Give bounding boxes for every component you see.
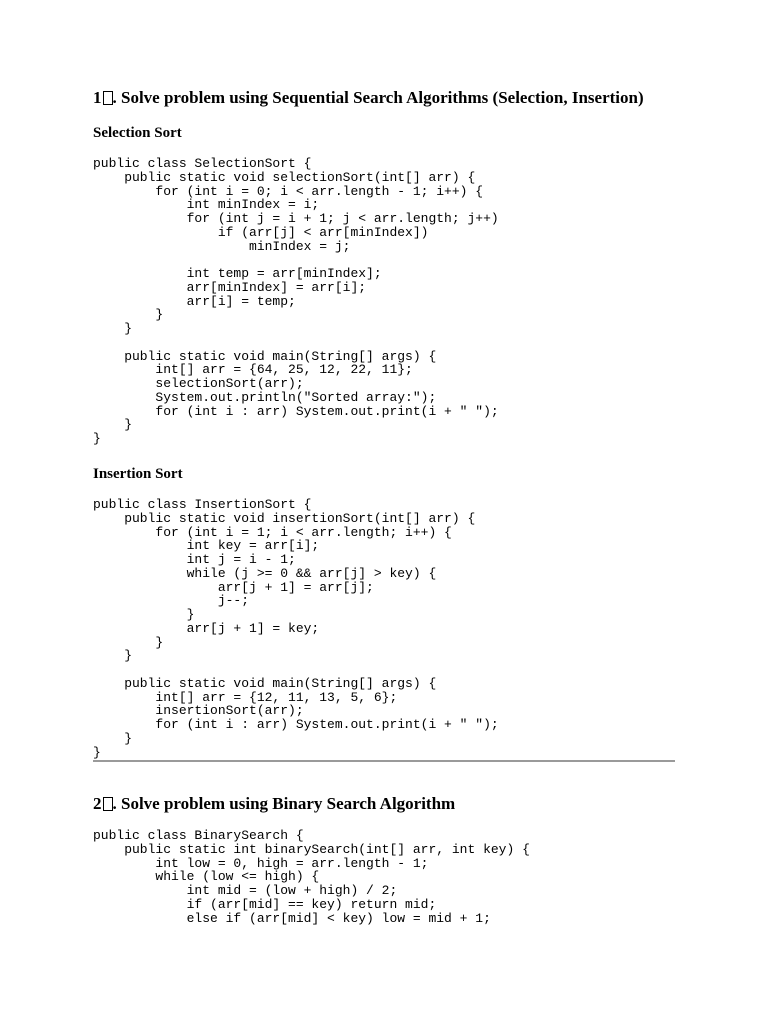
missing-glyph-box-icon [103, 797, 113, 811]
section-1-heading [93, 88, 644, 108]
selection-sort-code-block: public class SelectionSort { public static void selectionSort(int[] arr) { for (int i = 0; i < arr.length - 1; i++) { int minIndex = i; for (int j = i + 1; j < arr.length; j++) if (arr[j] < arr[minIndex]) minIndex = j; int temp = arr[minIndex]; arr[minIndex] = arr[i]; arr[i] = temp; } } public static void main(String[] args) { int[] arr = {64, 25, 12, 22, 11}; selectionSort(arr); System.out.println("Sorted array:"); for (int i : arr) System.out.print(i + " "); } } [93, 156, 499, 446]
binary-search-code-block: public class BinarySearch { public static int binarySearch(int[] arr, int key) { int low = 0, high = arr.length - 1; while (low <= high) { int mid = (low + high) / 2; if (arr[mid] == key) return mid; else if (arr[mid] < key) low = mid + 1; [93, 828, 530, 926]
section-1-title: . Solve problem using Sequential Search Algorithms (Selection, Insertion) [112, 88, 644, 107]
missing-glyph-box-icon [103, 91, 113, 105]
section-2-heading [93, 794, 455, 814]
insertion-sort-code-block: public class InsertionSort { public static void insertionSort(int[] arr) { for (int i = 1; i < arr.length; i++) { int key = arr[i]; int j = i - 1; while (j >= 0 && arr[j] > key) { arr[j + 1] = arr[j]; j--; } arr[j + 1] = key; } } public static void main(String[] args) { int[] arr = {12, 11, 13, 5, 6}; insertionSort(arr); for (int i : arr) System.out.print(i + " "); } } [93, 497, 499, 760]
selection-sort-heading: Selection Sort [93, 125, 182, 141]
horizontal-divider [93, 760, 675, 762]
section-1-number: 1 [93, 88, 102, 107]
insertion-sort-heading: Insertion Sort [93, 466, 183, 482]
document-page [93, 0, 675, 1024]
section-2-number: 2 [93, 794, 102, 813]
section-2-title: . Solve problem using Binary Search Algorithm [112, 794, 456, 813]
